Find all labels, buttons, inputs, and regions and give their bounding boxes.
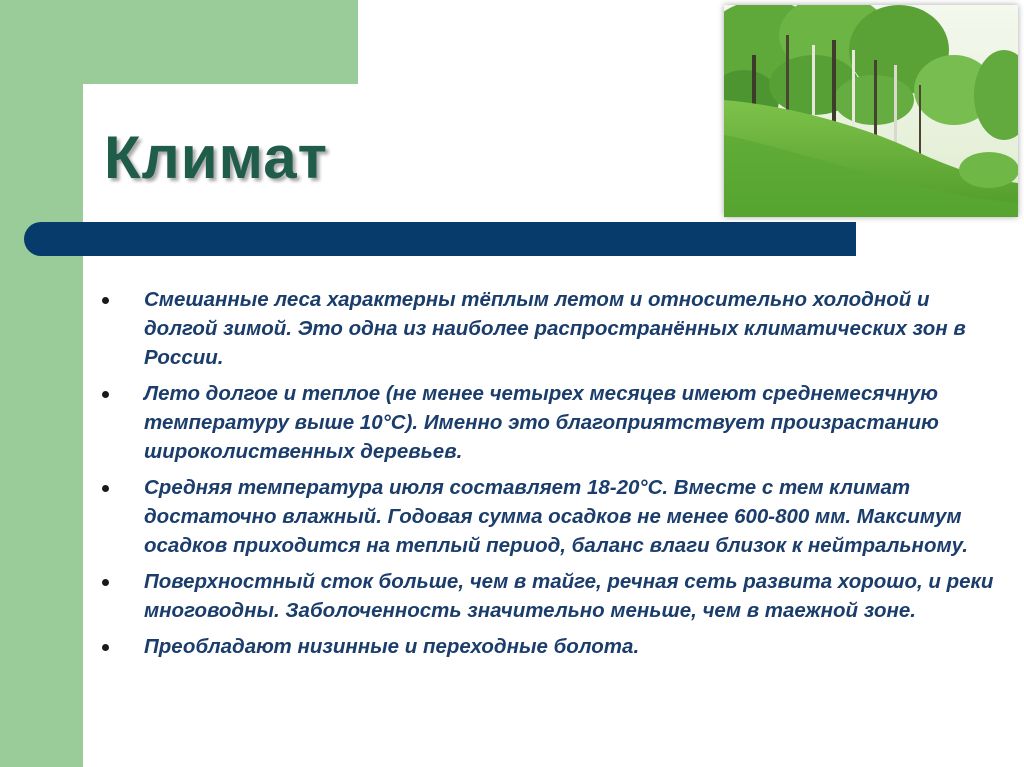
- list-item: [100, 567, 1000, 625]
- bullet-dot-icon: [102, 579, 109, 586]
- bullet-text: Смешанные леса характерны тёплым летом и относительно холодной и долгой зимой. Это одна из наиболее распространённых климатических зон в России.: [144, 288, 966, 369]
- title-underline-bar: [24, 222, 856, 256]
- slide-title: Климат: [104, 124, 328, 191]
- bullet-text: Поверхностный сток больше, чем в тайге, речная сеть развита хорошо, и реки многоводны. Заболоченность значительно меньше, чем в таежной зоне.: [144, 570, 994, 622]
- bullet-text: Лето долгое и теплое (не менее четырех месяцев имеют среднемесячную температуру выше 10°C). Именно это благоприятствует произрастанию широколиственных деревьев.: [144, 382, 939, 463]
- forest-photo: [724, 5, 1018, 217]
- bullet-dot-icon: [102, 391, 109, 398]
- left-green-strip: [0, 0, 83, 767]
- bullet-text: Преобладают низинные и переходные болота.: [144, 635, 640, 658]
- top-green-block: [83, 0, 358, 84]
- list-item: [100, 379, 1000, 466]
- bullet-text: Средняя температура июля составляет 18-20°C. Вместе с тем климат достаточно влажный. Годовая сумма осадков не менее 600-800 мм. Максимум осадков приходится на теплый период, баланс влаги близок к нейтральному.: [144, 476, 968, 557]
- list-item: [100, 632, 1000, 661]
- bullet-dot-icon: [102, 297, 109, 304]
- bullet-dot-icon: [102, 644, 109, 651]
- list-item: [100, 473, 1000, 560]
- forest-photo-image: [724, 5, 1018, 217]
- list-item: [100, 285, 1000, 372]
- bullet-list: [100, 285, 1000, 668]
- bullet-dot-icon: [102, 485, 109, 492]
